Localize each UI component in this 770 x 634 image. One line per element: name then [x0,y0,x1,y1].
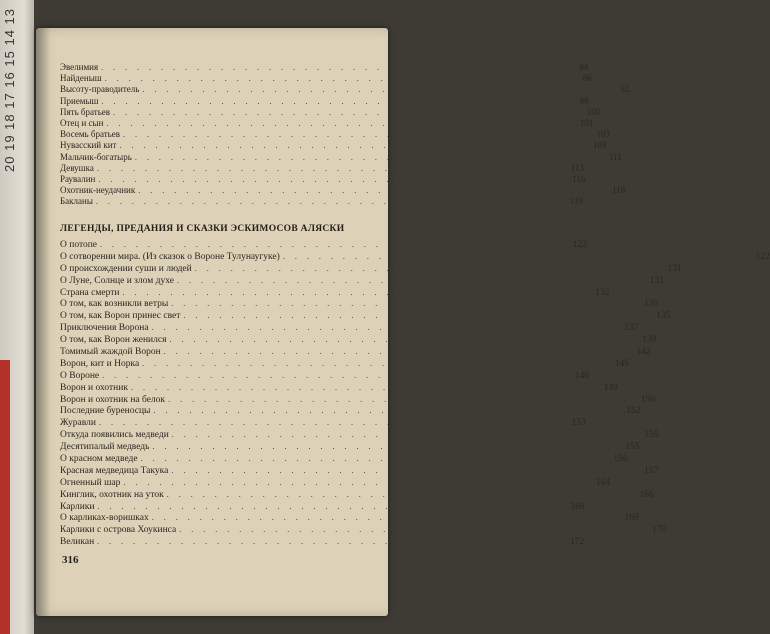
toc-leader-dots: . . . . . . . . . . . . . . . . . . . . . . . . . . . . . . . . . . . . . . . [138,186,601,196]
toc-entry [60,537,585,549]
toc-entry-title: Ворон и охотник [60,382,128,393]
toc-entry [60,525,667,537]
toc-leader-dots: . . . . . . . . . . . . . . . . . . . . . . . . . . . . . . . . . . . . . . . [194,263,657,273]
toc-entry-page: 99 [579,95,589,106]
toc-entry [60,501,585,514]
toc-entry-title: Приемыш [60,95,99,106]
toc-entry [60,465,659,478]
toc-leader-dots: . . . . . . . . . . . . . . . . . . . . . . . . . . . . . . . . . . . . . . . [142,85,605,95]
toc-entry-page: 119 [569,196,583,207]
toc-leader-dots: . . . . . . . . . . . . . . . . . . . . . . . . . . . . . . . . . . . . . . . [151,513,614,523]
toc-leader-dots: . . . . . . . . . . . . . . . . . . . . . . . . . . . . . . . . . . . . . . . [100,240,563,249]
toc-entry-title: Нувасский кит [60,140,117,151]
toc-entry-title: Приключения Ворона [60,323,149,334]
toc-entry-title: О Луне, Солнце и злом духе [60,275,174,286]
toc-entry-page: 157 [644,465,659,476]
toc-entry-page: 152 [626,406,641,417]
toc-leader-dots: . . . . . . . . . . . . . . . . . . . . . . . . . . . . . . . . . . . . . . . [151,323,614,333]
toc-leader-dots: . . . . . . . . . . . . . . . . . . . . . . . . . . . . . . . . . . . . . . . [153,406,616,416]
toc-entry-title: О красном медведе [60,454,138,465]
toc-entry-page: 131 [667,263,682,274]
toc-leader-dots: . . . . . . . . . . . . . . . . . . . . . . . . . . . . . . . . . . . . . . . [163,347,626,357]
toc-entry-title: Великан [60,537,95,548]
toc-entry-title: Кинглик, охотник на уток [60,489,164,500]
toc-leader-dots: . . . . . . . . . . . . . . . . . . . . . . . . . . . . . . . . . . . . . . . [106,118,569,128]
toc-entry-title: Страна смерти [60,287,120,298]
toc-entry-title: Томимый жаждой Ворон [60,347,161,358]
toc-entry-title: О потопе [60,240,98,250]
toc-entry-page: 146 [574,370,590,381]
toc-leader-dots: . . . . . . . . . . . . . . . . . . . . . . . . . . . . . . . . . . . . . . . [122,287,585,297]
toc-leader-dots: . . . . . . . . . . . . . . . . . . . . . . . . . . . . . . . . . . . . . . . [176,275,639,285]
toc-entry-page: 116 [572,173,586,184]
toc-entry-title: О том, как Ворон женился [60,335,167,346]
toc-entry [60,275,664,288]
toc-entry-title: Отец и сын [60,117,104,128]
toc-entry-title: Огненный шар [60,477,121,488]
toc-leader-dots: . . . . . . . . . . . . . . . . . . . . . . . . . . . . . . . . . . . . . . . [96,163,559,173]
toc-entry-page: 139 [642,335,657,346]
toc-leader-dots: . . . . . . . . . . . . . . . . . . . . . . . . . . . . . . . . . . . . . . . [123,130,585,140]
toc-entry [60,335,657,347]
toc-entry-page: 169 [624,513,639,524]
toc-entry [60,454,628,466]
toc-entry-page: 100 [586,106,601,117]
toc-entry-title: Красная медведица Такука [60,465,169,476]
toc-entry-page: 149 [603,382,618,393]
toc-entry-page: 145 [614,358,630,369]
toc-list-bottom [60,240,770,549]
toc-leader-dots: . . . . . . . . . . . . . . . . . . . . . . . . . . . . . . . . . . . . . . . [104,74,567,84]
toc-entry-title: Десятипалый медведь [60,442,150,453]
toc-entry [60,251,770,264]
toc-leader-dots: . . . . . . . . . . . . . . . . . . . . . . . . . . . . . . . . . . . . . . . [97,537,560,547]
toc-entry [60,140,607,151]
section-heading: ЛЕГЕНДЫ, ПРЕДАНИЯ И СКАЗКИ ЭСКИМОСОВ АЛЯСКИ [60,224,345,234]
toc-leader-dots: . . . . . . . . . . . . . . . . . . . . . . . . . . . . . . . . . . . . . . . [95,197,558,207]
toc-entry-page: 132 [595,287,610,298]
toc-leader-dots: . . . . . . . . . . . . . . . . . . . . . . . . . . . . . . . . . . . . . . . [282,251,745,261]
toc-entry [60,84,630,95]
toc-leader-dots: . . . . . . . . . . . . . . . . . . . . . . . . . . . . . . . . . . . . . . . [113,107,576,117]
toc-entry-title: Карлики [60,501,95,512]
toc-entry [60,489,654,502]
toc-entry [60,106,601,118]
toc-leader-dots: . . . . . . . . . . . . . . . . . . . . . . . . . . . . . . . . . . . . . . . [123,477,586,487]
toc-entry-page: 168 [570,501,585,512]
toc-entry-page: 155 [644,430,659,441]
toc-leader-dots: . . . . . . . . . . . . . . . . . . . . . . . . . . . . . . . . . . . . . . . [101,96,564,106]
toc-leader-dots: . . . . . . . . . . . . . . . . . . . . . . . . . . . . . . . . . . . . . . . [119,141,582,151]
toc-entry [60,311,671,323]
toc-entry [60,62,589,73]
toc-entry [60,263,682,276]
toc-entry-page: 150 [640,394,656,405]
toc-entry-title: Ворон и охотник на белок [60,394,166,405]
toc-entry-title: Найденыш [60,73,102,84]
toc-entry-title: Журавли [60,418,96,429]
toc-leader-dots: . . . . . . . . . . . . . . . . . . . . . . . . . . . . . . . . . . . . . . . [168,394,631,404]
toc-entry [60,162,584,174]
toc-entry [60,513,639,525]
toc-leader-dots: . . . . . . . . . . . . . . . . . . . . . . . . . . . . . . . . . . . . . . . [152,442,615,452]
toc-entry [60,370,590,383]
toc-entry-page: 142 [636,347,651,358]
toc-leader-dots: . . . . . . . . . . . . . . . . . . . . . . . . . . . . . . . . . . . . . . . [171,299,634,309]
toc-entry-page: 118 [612,185,626,196]
toc-entry [60,95,589,107]
toc-entry-page: 153 [571,418,586,429]
toc-entry-title: О том, как Ворон принес свет [60,311,181,322]
toc-entry-title: Восемь братьев [60,129,120,140]
toc-entry-page: 113 [570,162,584,173]
toc-entry [60,129,610,140]
toc-entry [60,173,586,185]
toc-leader-dots: . . . . . . . . . . . . . . . . . . . . . . . . . . . . . . . . . . . . . . . [140,454,603,464]
toc-entry [60,406,641,418]
toc-entry-title: Эвелимия [60,62,99,72]
toc-leader-dots: . . . . . . . . . . . . . . . . . . . . . . . . . . . . . . . . . . . . . . . [101,63,564,72]
toc-entry [60,323,639,335]
toc-entry-page: 170 [651,525,667,536]
toc-entry [60,358,630,371]
toc-entry [60,151,622,163]
toc-entry-page: 103 [596,129,610,140]
toc-entry [60,430,659,442]
toc-leader-dots: . . . . . . . . . . . . . . . . . . . . . . . . . . . . . . . . . . . . . . . [183,311,646,321]
toc-leader-dots: . . . . . . . . . . . . . . . . . . . . . . . . . . . . . . . . . . . . . . . [130,382,593,392]
toc-leader-dots: . . . . . . . . . . . . . . . . . . . . . . . . . . . . . . . . . . . . . . . [179,525,642,535]
toc-entry [60,382,618,395]
toc-entry [60,287,610,300]
toc-entry-page: 84 [579,62,589,72]
toc-entry-page: 135 [656,311,671,322]
toc-entry [60,299,659,311]
toc-leader-dots: . . . . . . . . . . . . . . . . . . . . . . . . . . . . . . . . . . . . . . . [171,465,634,475]
toc-leader-dots: . . . . . . . . . . . . . . . . . . . . . . . . . . . . . . . . . . . . . . . [166,489,629,499]
toc-entry [60,73,592,84]
toc-entry-title: Охотник-неудачник [60,185,136,196]
toc-entry-page: 131 [649,275,664,286]
toc-entry [60,418,586,430]
toc-entry-page: 122 [572,240,588,250]
toc-entry-title: Пять братьев [60,106,111,117]
toc-entry-title: О Вороне [60,370,100,381]
toc-entry [60,196,583,207]
toc-entry-title: О происхождении суши и людей [60,263,192,274]
toc-entry-title: Девушка [60,162,94,173]
toc-entry [60,477,611,490]
toc-entry-title: О том, как возникли ветры [60,299,169,310]
toc-entry-page: 172 [569,537,585,548]
toc-entry-page: 156 [613,454,628,465]
toc-entry-page: 92 [620,84,630,95]
toc-leader-dots: . . . . . . . . . . . . . . . . . . . . . . . . . . . . . . . . . . . . . . . [169,335,632,345]
toc-entry-title: Бакланы [60,196,93,207]
toc-entry-title: Высоту-праводитель [60,84,140,95]
toc-entry-page: 122 [755,251,770,262]
toc-entry-title: Откуда появились медведи [60,430,169,441]
toc-entry-page: 101 [579,117,594,128]
toc-leader-dots: . . . . . . . . . . . . . . . . . . . . . . . . . . . . . . . . . . . . . . . [142,358,605,368]
book-cover-edge [0,360,10,634]
toc-entry-title: Карлики с острова Хоукинса [60,525,177,536]
ruler-label: 20 19 18 17 16 15 14 13 [2,8,17,172]
toc-entry-page: 111 [608,151,622,162]
toc-entry-title: О сотворении мира. (Из сказок о Вороне Тулунаугуке) [60,251,280,262]
toc-leader-dots: . . . . . . . . . . . . . . . . . . . . . . . . . . . . . . . . . . . . . . . [102,370,565,380]
toc-leader-dots: . . . . . . . . . . . . . . . . . . . . . . . . . . . . . . . . . . . . . . . [98,174,561,184]
toc-entry [60,347,651,359]
toc-entry-page: 137 [624,323,639,334]
toc-entry-title: Раувалин [60,173,96,184]
toc-list-top [60,62,630,207]
toc-entry [60,442,640,454]
toc-entry [60,394,656,407]
toc-entry-page: 164 [596,477,611,488]
toc-leader-dots: . . . . . . . . . . . . . . . . . . . . . . . . . . . . . . . . . . . . . . . [97,501,560,511]
toc-leader-dots: . . . . . . . . . . . . . . . . . . . . . . . . . . . . . . . . . . . . . . . [171,430,634,440]
toc-entry-title: Мальчик-богатырь [60,151,132,162]
toc-entry-page: 166 [639,489,654,500]
toc-entry-title: Последние буреносцы [60,406,151,417]
toc-entry-page: 155 [625,442,640,453]
toc-entry [60,117,594,129]
toc-entry-page: 86 [582,73,592,84]
toc-leader-dots: . . . . . . . . . . . . . . . . . . . . . . . . . . . . . . . . . . . . . . . [98,418,561,428]
toc-leader-dots: . . . . . . . . . . . . . . . . . . . . . . . . . . . . . . . . . . . . . . . [134,152,597,162]
toc-entry-title: О карликах-воришках [60,513,149,524]
page-number: 316 [62,554,79,566]
toc-entry-page: 109 [593,140,607,151]
toc-entry-title: Ворон, кит и Норка [60,358,140,369]
toc-entry [60,240,588,252]
toc-entry-page: 135 [643,299,659,310]
page-gutter-shadow [36,28,50,616]
toc-entry [60,185,626,196]
